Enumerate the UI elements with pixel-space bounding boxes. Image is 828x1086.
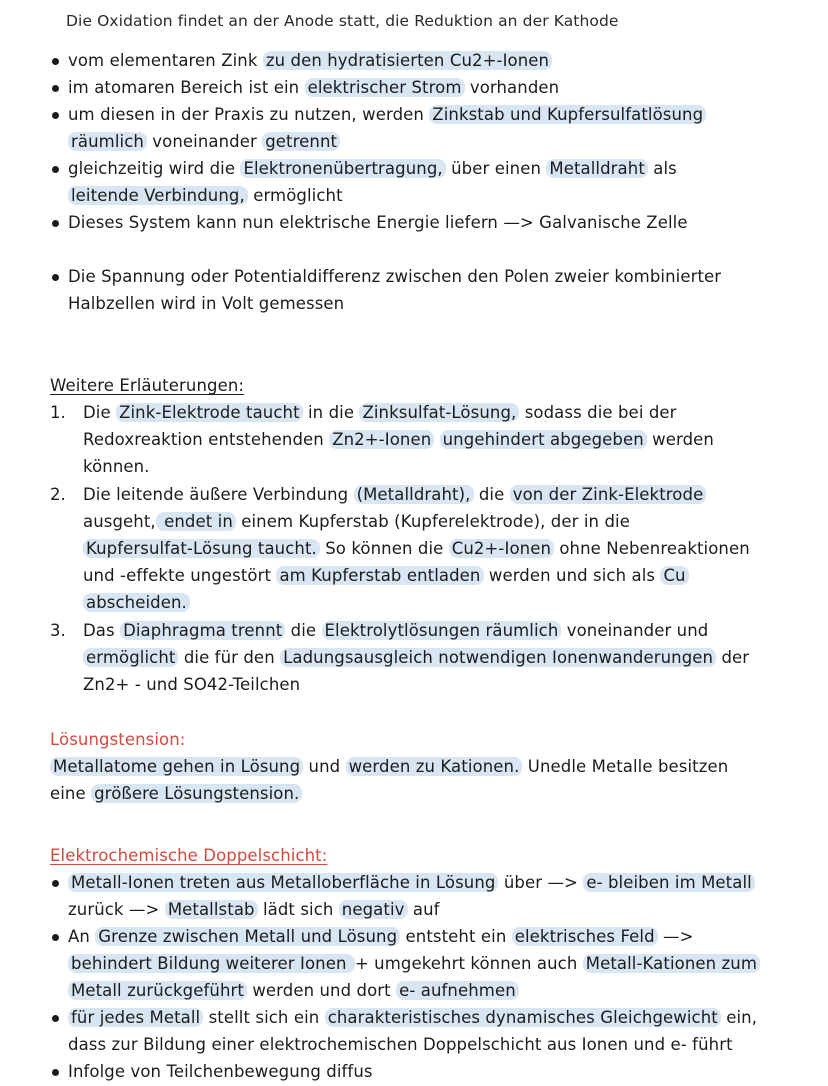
text-segment: und -effekte ungestört bbox=[83, 566, 277, 585]
list-number: 1. bbox=[50, 403, 66, 422]
bullet-dot bbox=[52, 166, 59, 173]
numbered-line bbox=[83, 508, 630, 535]
numbered-line bbox=[83, 399, 677, 426]
text-segment: sodass die bei der bbox=[519, 403, 677, 422]
text-segment: über —> bbox=[498, 873, 584, 892]
list-number: 3. bbox=[50, 621, 66, 640]
highlighted-text: e- bleiben im Metall bbox=[583, 873, 755, 892]
text-segment: als bbox=[647, 159, 677, 178]
text-segment: So können die bbox=[319, 539, 449, 558]
highlighted-text: abscheiden. bbox=[83, 593, 190, 612]
intro-line: Die Oxidation findet an der Anode statt, die Reduktion an der Kathode bbox=[66, 12, 619, 30]
bullet2-line-2: Halbzellen wird in Volt gemessen bbox=[68, 294, 345, 313]
highlighted-text: ermöglicht bbox=[83, 648, 178, 667]
text-segment: und bbox=[303, 757, 346, 776]
bullet1-line bbox=[68, 209, 688, 236]
bullet-dot bbox=[52, 880, 59, 887]
text-segment: Das bbox=[83, 621, 121, 640]
highlighted-text: elektrisches Feld bbox=[512, 927, 658, 946]
text-segment: An bbox=[68, 927, 96, 946]
bullet1-line bbox=[68, 74, 559, 101]
highlighted-text: (Metalldraht), bbox=[354, 485, 474, 504]
bullet-dot bbox=[52, 1069, 59, 1076]
text-segment: voneinander bbox=[146, 132, 263, 151]
highlighted-text: Zn2+-Ionen bbox=[329, 430, 434, 449]
highlighted-text: Elektronenübertragung, bbox=[240, 159, 445, 178]
highlighted-text: Ladungsausgleich notwendigen Ionenwanderungen bbox=[280, 648, 716, 667]
text-segment: entsteht ein bbox=[400, 927, 512, 946]
text-segment: gleichzeitig wird die bbox=[68, 159, 241, 178]
text-segment: ein, bbox=[720, 1008, 758, 1027]
highlighted-text: Metallatome gehen in Lösung bbox=[50, 757, 303, 776]
highlighted-text: Metall-Kationen zum bbox=[583, 954, 760, 973]
text-segment: + umgekehrt können auch bbox=[354, 954, 583, 973]
text-segment: ermöglicht bbox=[247, 186, 343, 205]
numbered-line bbox=[83, 481, 706, 508]
highlighted-text: negativ bbox=[339, 900, 408, 919]
loesungstension-line bbox=[50, 753, 728, 780]
highlighted-text: elektrischer Strom bbox=[305, 78, 465, 97]
numbered-line bbox=[83, 617, 708, 644]
numbered-line bbox=[83, 453, 150, 480]
highlighted-text: von der Zink-Elektrode bbox=[510, 485, 707, 504]
text-segment: —> bbox=[657, 927, 694, 946]
highlighted-text: endet in bbox=[156, 512, 236, 531]
bullet1-line bbox=[68, 128, 340, 155]
bullet1-line bbox=[68, 101, 706, 128]
text-segment: die bbox=[285, 621, 322, 640]
bullet-dot bbox=[52, 85, 59, 92]
text-segment: Dieses System kann nun elektrische Energie liefern —> Galvanische Zelle bbox=[68, 213, 688, 232]
bullet2-line-1: Die Spannung oder Potentialdifferenz zwischen den Polen zweier kombinierter bbox=[68, 267, 722, 286]
numbered-line bbox=[83, 644, 749, 671]
highlighted-text: räumlich bbox=[68, 132, 147, 151]
text-segment: über einen bbox=[445, 159, 547, 178]
doppelschicht-line bbox=[68, 1031, 733, 1058]
numbered-line bbox=[83, 426, 714, 453]
loesungstension-line bbox=[50, 780, 302, 807]
doppelschicht-line bbox=[68, 977, 519, 1004]
bullet-dot bbox=[52, 274, 59, 281]
bullet1-line bbox=[68, 47, 552, 74]
text-segment: werden und sich als bbox=[483, 566, 661, 585]
highlighted-text: getrennt bbox=[262, 132, 340, 151]
numbered-line bbox=[83, 589, 190, 616]
highlighted-text: größere Lösungstension. bbox=[91, 784, 302, 803]
doppelschicht-line bbox=[68, 950, 760, 977]
doppelschicht-line bbox=[68, 1004, 757, 1031]
text-segment: Infolge von Teilchenbewegung diffus bbox=[68, 1062, 373, 1081]
text-segment: werden und dort bbox=[246, 981, 397, 1000]
highlighted-text: Cu bbox=[660, 566, 688, 585]
text-segment: Zn2+ - und SO42-Teilchen bbox=[83, 675, 301, 694]
highlighted-text: für jedes Metall bbox=[68, 1008, 203, 1027]
section-heading-weitere: Weitere Erläuterungen: bbox=[50, 376, 245, 395]
text-segment: Die bbox=[83, 403, 117, 422]
doppelschicht-line bbox=[68, 896, 440, 923]
highlighted-text: zu den hydratisierten Cu2+-Ionen bbox=[263, 51, 552, 70]
highlighted-text: Zinksulfat-Lösung, bbox=[359, 403, 519, 422]
text-segment: werden bbox=[646, 430, 714, 449]
highlighted-text: Zink-Elektrode taucht bbox=[116, 403, 303, 422]
highlighted-text: am Kupferstab entladen bbox=[276, 566, 483, 585]
highlighted-text: Zinkstab und Kupfersulfatlösung bbox=[429, 105, 706, 124]
text-segment: können. bbox=[83, 457, 150, 476]
highlighted-text: Grenze zwischen Metall und Lösung bbox=[95, 927, 400, 946]
text-segment: in die bbox=[302, 403, 360, 422]
text-segment: die bbox=[473, 485, 510, 504]
section-heading-doppelschicht: Elektrochemische Doppelschicht: bbox=[50, 846, 328, 865]
text-segment: im atomaren Bereich ist ein bbox=[68, 78, 305, 97]
text-segment bbox=[434, 430, 439, 449]
text-segment: der bbox=[716, 648, 750, 667]
text-segment: dass zur Bildung einer elektrochemischen Doppelschicht aus Ionen und e- führt bbox=[68, 1035, 733, 1054]
list-number: 2. bbox=[50, 485, 66, 504]
bullet1-line bbox=[68, 155, 677, 182]
highlighted-text: Metallstab bbox=[165, 900, 258, 919]
highlighted-text: charakteristisches dynamisches Gleichgewicht bbox=[325, 1008, 721, 1027]
text-segment: Unedle Metalle besitzen bbox=[522, 757, 729, 776]
doppelschicht-line bbox=[68, 1058, 373, 1085]
bullet1-line bbox=[68, 182, 343, 209]
text-segment: ausgeht, bbox=[83, 512, 156, 531]
numbered-line bbox=[83, 562, 689, 589]
highlighted-text: e- aufnehmen bbox=[396, 981, 519, 1000]
text-segment: vorhanden bbox=[464, 78, 560, 97]
bullet-dot bbox=[52, 58, 59, 65]
text-segment: voneinander und bbox=[561, 621, 709, 640]
highlighted-text: Kupfersulfat-Lösung taucht. bbox=[83, 539, 320, 558]
highlighted-text: Metall-Ionen treten aus Metalloberfläche in Lösung bbox=[68, 873, 498, 892]
highlighted-text: werden zu Kationen. bbox=[346, 757, 523, 776]
highlighted-text: Cu2+-Ionen bbox=[449, 539, 554, 558]
section-heading-loesungstension: Lösungstension: bbox=[50, 730, 186, 749]
highlighted-text: Metall zurückgeführt bbox=[68, 981, 247, 1000]
bullet-dot bbox=[52, 1015, 59, 1022]
doppelschicht-line bbox=[68, 869, 755, 896]
text-segment: zurück —> bbox=[68, 900, 165, 919]
text-segment: ohne Nebenreaktionen bbox=[554, 539, 750, 558]
highlighted-text: behindert Bildung weiterer Ionen bbox=[68, 954, 355, 973]
text-segment: auf bbox=[407, 900, 440, 919]
bullet-dot bbox=[52, 112, 59, 119]
text-segment: vom elementaren Zink bbox=[68, 51, 263, 70]
text-segment: um diesen in der Praxis zu nutzen, werden bbox=[68, 105, 430, 124]
text-segment: Redoxreaktion entstehenden bbox=[83, 430, 330, 449]
bullet-dot bbox=[52, 220, 59, 227]
text-segment: Die leitende äußere Verbindung bbox=[83, 485, 354, 504]
text-segment: die für den bbox=[178, 648, 281, 667]
highlighted-text: leitende Verbindung, bbox=[68, 186, 248, 205]
text-segment: einem Kupferstab (Kupferelektrode), der in die bbox=[235, 512, 630, 531]
highlighted-text: Metalldraht bbox=[546, 159, 648, 178]
text-segment: lädt sich bbox=[257, 900, 339, 919]
numbered-line bbox=[83, 671, 300, 698]
doppelschicht-line bbox=[68, 923, 694, 950]
highlighted-text: Elektrolytlösungen räumlich bbox=[322, 621, 562, 640]
highlighted-text: Diaphragma trennt bbox=[120, 621, 285, 640]
text-segment: eine bbox=[50, 784, 92, 803]
bullet-dot bbox=[52, 934, 59, 941]
numbered-line bbox=[83, 535, 750, 562]
highlighted-text: ungehindert abgegeben bbox=[440, 430, 647, 449]
text-segment: stellt sich ein bbox=[203, 1008, 325, 1027]
